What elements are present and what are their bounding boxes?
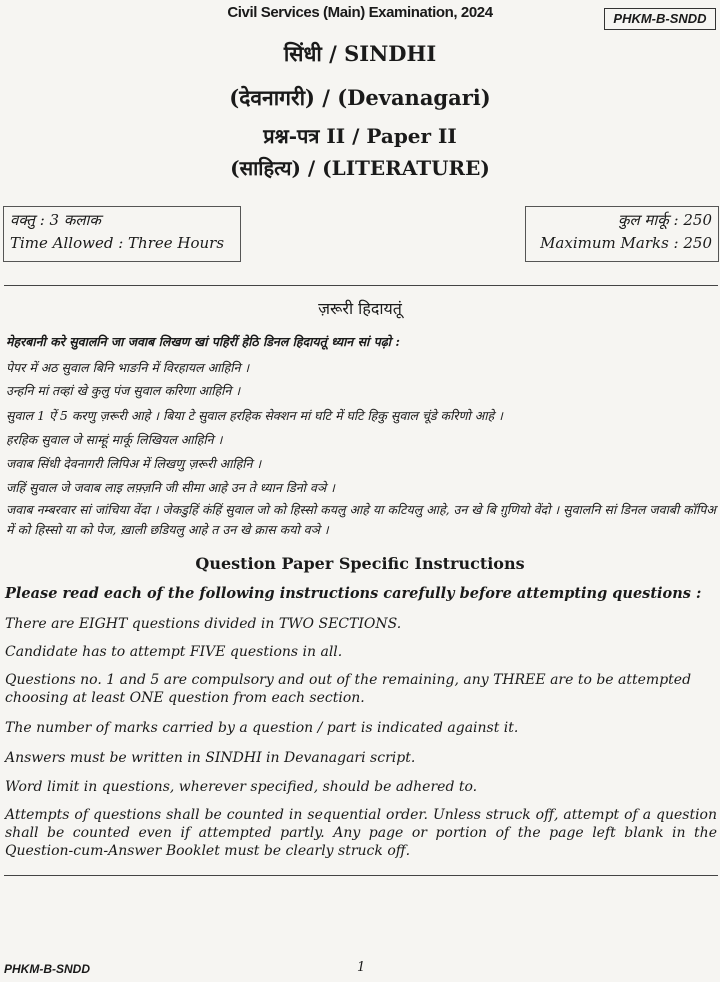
marks-hindi: कुल मार्कू : 250 xyxy=(617,211,712,229)
footer-paper-code: PHKM-B-SNDD xyxy=(4,962,90,976)
time-hindi: वक्तु : 3 कलाक xyxy=(10,211,101,229)
section-title: (साहित्य) / (LITERATURE) xyxy=(230,156,490,180)
hindi-instruction-line: जवाब सिंधी देवनागरी लिपिअ में लिखणु ज़रूरी आहिनि । xyxy=(6,456,262,471)
english-instruction-line: Attempts of questions shall be counted in sequential order. Unless struck off, attempt of a question shall be counted even if attempted partly. Any page or portion of the page left blank in the Question-cum-Answer Booklet must be clearly struck off. xyxy=(5,807,717,859)
maximum-marks-box xyxy=(525,206,719,262)
hindi-instruction-line: सुवाल 1 ऐं 5 करणु ज़रूरी आहे । बिया टे सुवाल हरहिक सेक्शन मां घटि में घटि हिकु सुवाल चूंडे करिणो आहे । xyxy=(6,408,503,423)
time-english: Time Allowed : Three Hours xyxy=(10,234,225,252)
top-divider xyxy=(4,285,718,286)
hindi-instruction-line: उन्हनि मां तव्हां खे कुलु पंज सुवाल करिणा आहिनि । xyxy=(6,383,241,398)
subject-title: सिंधी / SINDHI xyxy=(283,41,437,66)
paper-title: प्रश्न-पत्र II / Paper II xyxy=(263,124,457,148)
english-instruction-line: The number of marks carried by a question / part is indicated against it. xyxy=(5,720,519,736)
page-number: 1 xyxy=(357,960,366,975)
english-instructions-heading: Question Paper Specific Instructions xyxy=(195,554,525,573)
bottom-divider xyxy=(4,875,718,876)
english-instructions-intro: Please read each of the following instructions carefully before attempting questions : xyxy=(5,585,702,602)
english-instruction-line: Answers must be written in SINDHI in Devanagari script. xyxy=(5,750,416,766)
hindi-instruction-line: हरहिक सुवाल जे साम्हूं मार्कू लिखियल आहिनि । xyxy=(6,432,223,447)
hindi-instruction-line: जवाब नम्बरवार सां जांचिया वेंदा । जेकडुहिं कंहिं सुवाल जो को हिस्सो कयलु आहे या कटियलु आहे, उन खे बि ग़ुणियो वेंदो । सुवालनि सां डिनल जवाबी कॉपिअ में को हिस्सो या को पेज, ख़ाली छडियलु आहे त उन खे क्रास कयो वञे । xyxy=(6,502,716,537)
paper-code-box: PHKM-B-SNDD xyxy=(604,8,716,30)
time-allowed-box xyxy=(3,206,241,262)
english-instruction-line: Questions no. 1 and 5 are compulsory and out of the remaining, any THREE are to be attempted choosing at least ONE question from each section. xyxy=(5,672,692,706)
hindi-instruction-line: जहिं सुवाल जे जवाब लाइ लफ़्ज़नि जी सीमा आहे उन ते ध्यान डिनो वञे । xyxy=(6,480,335,495)
english-instruction-line: Candidate has to attempt FIVE questions in all. xyxy=(5,644,343,660)
english-instruction-line: There are EIGHT questions divided in TWO SECTIONS. xyxy=(5,616,402,632)
exam-title: Civil Services (Main) Examination, 2024 xyxy=(227,4,493,21)
marks-english: Maximum Marks : 250 xyxy=(540,234,712,252)
hindi-instructions-heading: ज़रूरी हिदायतूं xyxy=(318,299,402,318)
hindi-instruction-line: पेपर में अठ सुवाल बिनि भाङनि में विरहायल आहिनि । xyxy=(6,360,250,375)
english-instruction-line: Word limit in questions, wherever specified, should be adhered to. xyxy=(5,779,478,795)
script-title: (देवनागरी) / (Devanagari) xyxy=(229,85,491,110)
hindi-instruction-line: मेहरबानी करे सुवालनि जा जवाब लिखण खां पहिरीं हेठि डिनल हिदायतूं ध्यान सां पढ़ो : xyxy=(6,334,400,349)
